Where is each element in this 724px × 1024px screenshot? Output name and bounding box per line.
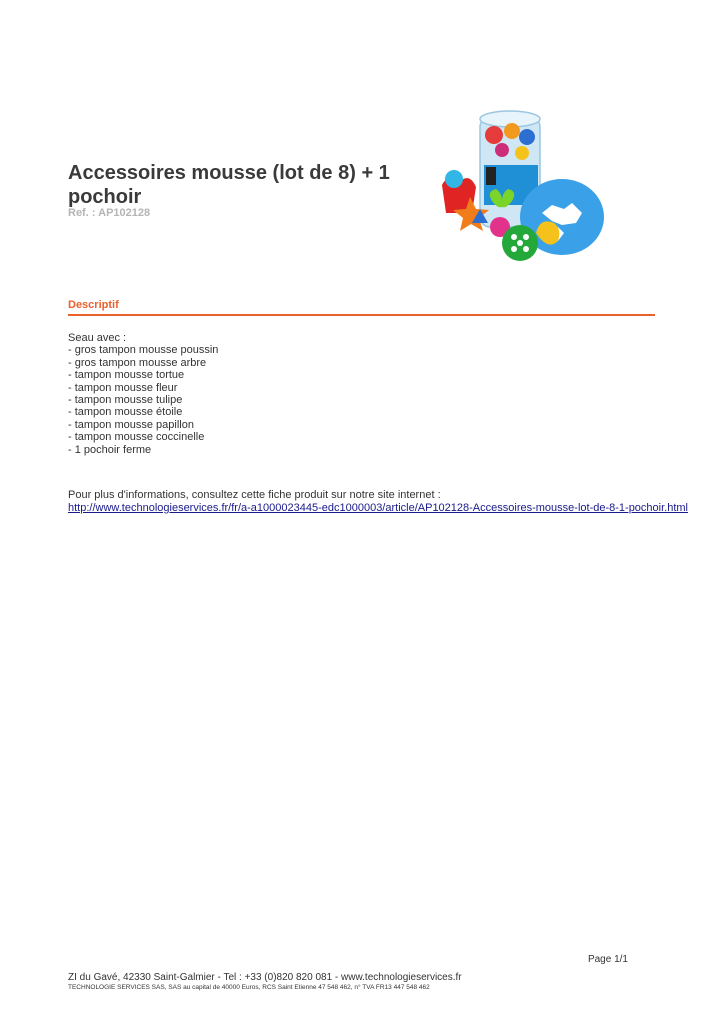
description-line: Seau avec : <box>68 332 127 344</box>
section-divider <box>68 314 655 316</box>
product-reference: Ref. : AP102128 <box>68 207 151 219</box>
description-line: - tampon mousse tortue <box>68 369 185 382</box>
footer-address: ZI du Gavé, 42330 Saint-Galmier - Tel : +33 (0)820 820 081 - www.technologieservices.fr <box>68 972 462 983</box>
product-photo-icon <box>432 105 607 275</box>
description-line: - tampon mousse papillon <box>68 418 194 431</box>
footer-legal: TECHNOLOGIE SERVICES SAS, SAS au capital de 40000 Euros, RCS Saint Etienne 47 548 462, n° TVA FR13 447 548 462 <box>68 984 430 991</box>
more-info <box>68 489 708 515</box>
more-info-text: Pour plus d'informations, consultez cette fiche produit sur notre site internet : <box>68 489 441 501</box>
description-line: - tampon mousse fleur <box>68 381 178 394</box>
description-list <box>68 332 655 456</box>
description-line: - 1 pochoir ferme <box>68 443 152 456</box>
description-line: - tampon mousse coccinelle <box>68 431 205 444</box>
product-link[interactable]: http://www.technologieservices.fr/fr/a-a1000023445-edc1000003/article/AP102128-Accessoires-mousse-lot-de-8-1-pochoir.html <box>68 502 688 514</box>
description-line: - gros tampon mousse arbre <box>68 356 207 369</box>
page-number: Page 1/1 <box>587 954 628 965</box>
description-line: - tampon mousse étoile <box>68 406 183 419</box>
descriptif-heading: Descriptif <box>68 299 119 311</box>
product-title: Accessoires mousse (lot de 8) + 1 pochoir <box>68 162 390 208</box>
description-line: - gros tampon mousse poussin <box>68 344 219 357</box>
description-line: - tampon mousse tulipe <box>68 394 183 407</box>
